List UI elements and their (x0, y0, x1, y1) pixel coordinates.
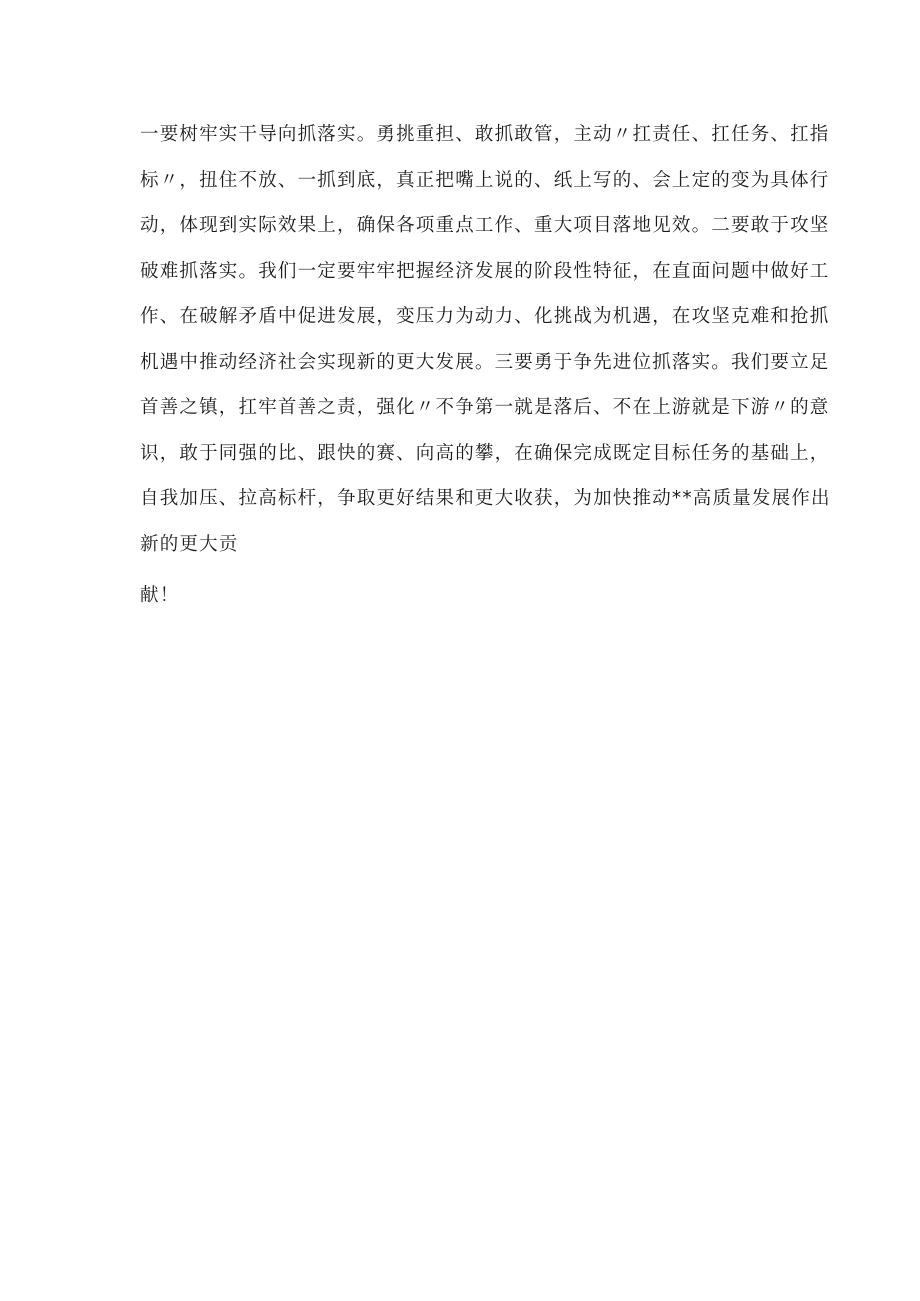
text-line: 动，体现到实际效果上，确保各项重点工作、重大项目落地见效。二要敢于攻坚 (140, 215, 830, 236)
text-line: 识，敢于同强的比、跟快的赛、向高的攀，在确保完成既定目标任务的基础上， (140, 442, 830, 464)
text-line: 自我加压、拉高标杆，争取更好结果和更大收获，为加快推动**高质量发展作出 (140, 488, 831, 509)
text-line: 作、在破解矛盾中促进发展，变压力为动力、化挑战为机遇，在攻坚克难和抢抓 (140, 306, 830, 327)
text-line: 首善之镇，扛牢首善之责，强化〃不争第一就是落后、不在上游就是下游〃的意 (140, 397, 830, 418)
text-line: 献！ (140, 585, 180, 606)
text-line: 一要树牢实干导向抓落实。勇挑重担、敢抓敢管，主动〃扛责任、扛任务、扛指 (140, 124, 830, 145)
text-line: 标〃，扭住不放、一抓到底，真正把嘴上说的、纸上写的、会上定的变为具体行 (140, 169, 830, 191)
text-line: 破难抓落实。我们一定要牢牢把握经济发展的阶段性特征，在直面问题中做好工 (140, 260, 830, 282)
text-line: 机遇中推动经济社会实现新的更大发展。三要勇于争先进位抓落实。我们要立足 (140, 351, 830, 373)
body-paragraph (140, 112, 831, 619)
text-line: 新的更大贡 (140, 533, 239, 555)
